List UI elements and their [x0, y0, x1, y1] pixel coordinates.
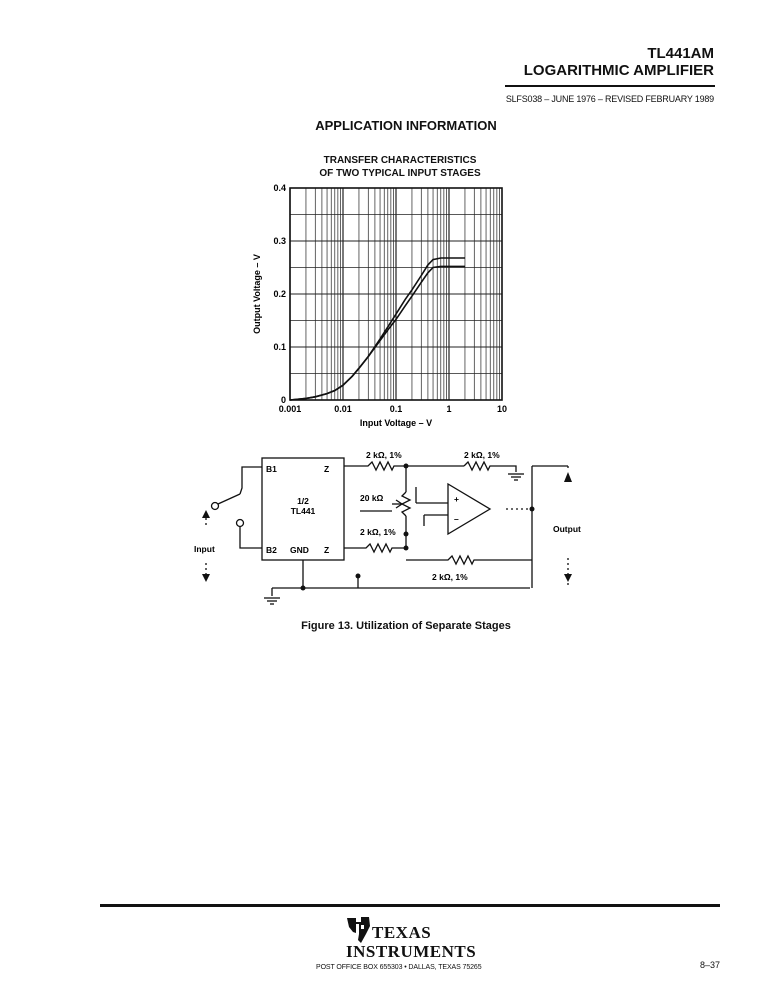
resistor-feedback-label: 2 kΩ, 1% — [432, 572, 468, 582]
transfer-characteristics-chart — [240, 180, 540, 440]
header-title-block — [524, 45, 714, 79]
y-tick-label: 0 — [280, 395, 286, 405]
input-label: Input — [194, 544, 215, 554]
ic-half-label: 1/2 — [297, 496, 309, 506]
device-title: LOGARITHMIC AMPLIFIER — [523, 62, 714, 79]
page-number: 8–37 — [700, 960, 721, 970]
resistor-top-right-label: 2 kΩ, 1% — [464, 450, 500, 460]
y-tick-labels — [273, 183, 286, 405]
x-tick-label: 1 — [446, 404, 452, 414]
resistor-mid-label: 2 kΩ, 1% — [360, 527, 396, 537]
footer-rule — [100, 904, 720, 907]
header-rule — [505, 85, 715, 87]
resistor-top-left-label: 2 kΩ, 1% — [366, 450, 402, 460]
y-axis-label: Output Voltage – V — [252, 254, 262, 334]
opamp-plus-label: + — [454, 494, 459, 504]
pot-label: 20 kΩ — [360, 493, 384, 503]
y-tick-label: 0.2 — [273, 289, 286, 299]
chart-grid — [290, 188, 502, 400]
ic-part-label: TL441 — [290, 506, 316, 516]
chart-title-line-2: OF TWO TYPICAL INPUT STAGES — [319, 168, 481, 179]
x-axis-label: Input Voltage – V — [359, 418, 433, 428]
y-tick-label: 0.1 — [273, 342, 286, 352]
x-tick-label: 0.01 — [334, 404, 352, 414]
series-line — [290, 258, 465, 400]
x-tick-labels — [279, 404, 507, 414]
section-title: APPLICATION INFORMATION — [315, 118, 497, 133]
x-tick-label: 10 — [496, 404, 508, 414]
pin-gnd-label: GND — [290, 545, 309, 555]
company-name — [346, 923, 477, 961]
y-tick-label: 0.3 — [273, 236, 286, 246]
company-address: POST OFFICE BOX 655303 • DALLAS, TEXAS 75265 — [316, 964, 482, 971]
x-tick-label: 0.1 — [389, 404, 403, 414]
figure-caption: Figure 13. Utilization of Separate Stages — [301, 620, 511, 632]
chart-curves — [290, 258, 465, 400]
opamp-minus-label: – — [454, 514, 459, 524]
output-label: Output — [553, 524, 581, 534]
opamp — [448, 484, 490, 534]
series-line — [290, 266, 465, 400]
pin-b2-label: B2 — [266, 545, 277, 555]
pin-z2-label: Z — [324, 545, 330, 555]
revision-line: SLFS038 – JUNE 1976 – REVISED FEBRUARY 1989 — [505, 94, 714, 104]
x-tick-label: 0.001 — [278, 404, 302, 414]
y-tick-label: 0.4 — [273, 183, 286, 193]
company-name-line-1: TEXAS — [372, 923, 432, 942]
part-number: TL441AM — [647, 45, 714, 62]
chart-title-line-1: TRANSFER CHARACTERISTICS — [323, 155, 477, 166]
circuit-diagram — [180, 448, 620, 613]
pin-b1-label: B1 — [266, 464, 277, 474]
pin-z1-label: Z — [324, 464, 330, 474]
company-name-line-2: INSTRUMENTS — [346, 942, 477, 961]
chart-title — [230, 154, 570, 180]
